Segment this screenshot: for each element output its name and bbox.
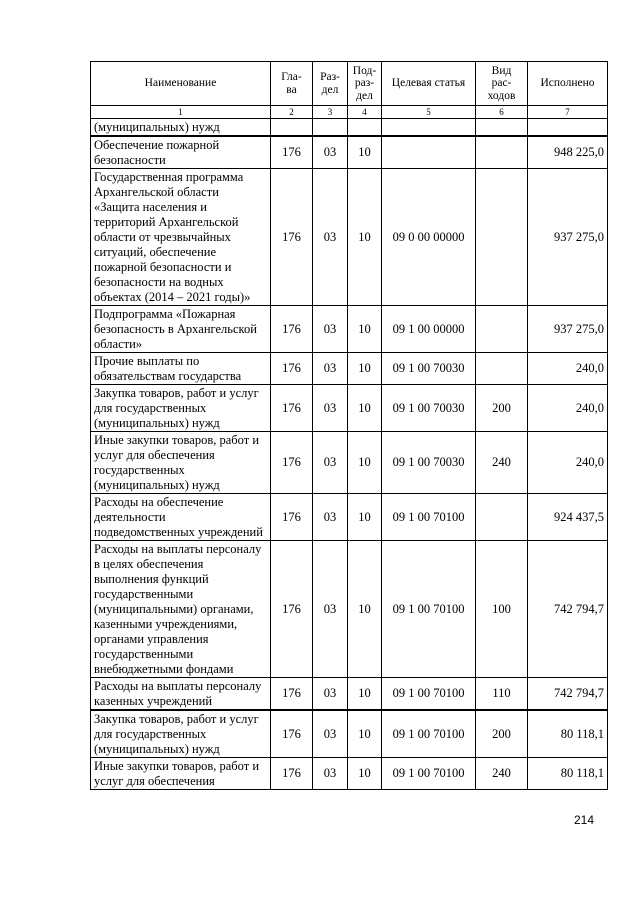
row-ispolneno: 742 794,7 xyxy=(528,541,608,678)
header-name: Наименование xyxy=(91,62,271,106)
column-number: 5 xyxy=(382,106,476,119)
row-vid xyxy=(476,136,528,169)
row-glava: 176 xyxy=(271,306,313,353)
row-name: Расходы на обеспечение деятельности подведомственных учреждений xyxy=(91,494,271,541)
row-glava: 176 xyxy=(271,385,313,432)
row-glava: 176 xyxy=(271,541,313,678)
row-ispolneno: 937 275,0 xyxy=(528,306,608,353)
row-statya: 09 1 00 70100 xyxy=(382,710,476,758)
row-ispolneno: 80 118,1 xyxy=(528,758,608,790)
row-name: (муниципальных) нужд xyxy=(91,119,271,137)
table-row xyxy=(91,678,608,711)
row-ispolneno: 80 118,1 xyxy=(528,710,608,758)
row-glava: 176 xyxy=(271,169,313,306)
page-number: 214 xyxy=(574,813,595,827)
header-razdel-label: Раз- дел xyxy=(320,71,340,96)
table-row xyxy=(91,353,608,385)
row-podrazdel xyxy=(348,119,382,137)
header-razdel xyxy=(313,62,348,106)
column-number: 1 xyxy=(91,106,271,119)
table-row xyxy=(91,306,608,353)
column-numbers-row xyxy=(91,106,608,119)
table-row xyxy=(91,136,608,169)
row-name: Расходы на выплаты персоналу казенных учреждений xyxy=(91,678,271,711)
row-ispolneno: 742 794,7 xyxy=(528,678,608,711)
row-vid xyxy=(476,494,528,541)
row-razdel: 03 xyxy=(313,541,348,678)
column-number: 7 xyxy=(528,106,608,119)
row-ispolneno: 924 437,5 xyxy=(528,494,608,541)
row-podrazdel: 10 xyxy=(348,710,382,758)
row-ispolneno: 948 225,0 xyxy=(528,136,608,169)
table-row xyxy=(91,432,608,494)
row-statya: 09 1 00 70100 xyxy=(382,494,476,541)
row-podrazdel: 10 xyxy=(348,306,382,353)
row-glava: 176 xyxy=(271,432,313,494)
header-glava-label: Гла- ва xyxy=(281,71,302,96)
header-ispolneno: Исполнено xyxy=(528,62,608,106)
row-podrazdel: 10 xyxy=(348,758,382,790)
header-podrazdel-label: Под- раз- дел xyxy=(352,64,377,102)
row-podrazdel: 10 xyxy=(348,494,382,541)
row-razdel xyxy=(313,119,348,137)
header-podrazdel xyxy=(348,62,382,106)
row-name: Государственная программа Архангельской области «Защита населения и территорий Архангельской области от чрезвычайных ситуаций, обеспечение пожарной безопасности и безопасности на водных объектах (2014 – 2021 годы)» xyxy=(91,169,271,306)
row-glava: 176 xyxy=(271,494,313,541)
row-vid: 100 xyxy=(476,541,528,678)
row-vid xyxy=(476,119,528,137)
row-glava: 176 xyxy=(271,136,313,169)
table-body xyxy=(91,119,608,790)
table-row xyxy=(91,758,608,790)
table-row xyxy=(91,119,608,137)
row-vid xyxy=(476,306,528,353)
row-vid xyxy=(476,353,528,385)
row-name: Прочие выплаты по обязательствам государства xyxy=(91,353,271,385)
row-glava: 176 xyxy=(271,710,313,758)
row-podrazdel: 10 xyxy=(348,169,382,306)
row-razdel: 03 xyxy=(313,710,348,758)
row-vid: 110 xyxy=(476,678,528,711)
row-statya: 09 1 00 00000 xyxy=(382,306,476,353)
row-name: Закупка товаров, работ и услуг для государственных (муниципальных) нужд xyxy=(91,710,271,758)
row-name: Подпрограмма «Пожарная безопасность в Архангельской области» xyxy=(91,306,271,353)
row-razdel: 03 xyxy=(313,353,348,385)
row-podrazdel: 10 xyxy=(348,353,382,385)
table-row xyxy=(91,710,608,758)
row-name: Обеспечение пожарной безопасности xyxy=(91,136,271,169)
column-number: 2 xyxy=(271,106,313,119)
table-row xyxy=(91,169,608,306)
row-name: Иные закупки товаров, работ и услуг для обеспечения xyxy=(91,758,271,790)
budget-table-container xyxy=(90,61,608,790)
row-podrazdel: 10 xyxy=(348,541,382,678)
row-ispolneno: 937 275,0 xyxy=(528,169,608,306)
row-razdel: 03 xyxy=(313,432,348,494)
table-row xyxy=(91,494,608,541)
row-ispolneno: 240,0 xyxy=(528,432,608,494)
row-podrazdel: 10 xyxy=(348,385,382,432)
row-ispolneno: 240,0 xyxy=(528,353,608,385)
row-statya xyxy=(382,119,476,137)
row-glava: 176 xyxy=(271,678,313,711)
row-razdel: 03 xyxy=(313,678,348,711)
column-number: 3 xyxy=(313,106,348,119)
row-statya: 09 1 00 70030 xyxy=(382,385,476,432)
row-statya: 09 0 00 00000 xyxy=(382,169,476,306)
table-row xyxy=(91,541,608,678)
row-glava xyxy=(271,119,313,137)
row-statya: 09 1 00 70100 xyxy=(382,541,476,678)
row-statya: 09 1 00 70100 xyxy=(382,758,476,790)
row-glava: 176 xyxy=(271,758,313,790)
row-vid xyxy=(476,169,528,306)
header-vid-label: Вид рас- ходов xyxy=(487,64,516,102)
row-vid: 200 xyxy=(476,710,528,758)
row-statya: 09 1 00 70100 xyxy=(382,678,476,711)
table-row xyxy=(91,385,608,432)
row-name: Иные закупки товаров, работ и услуг для обеспечения государственных (муниципальных) нужд xyxy=(91,432,271,494)
row-podrazdel: 10 xyxy=(348,136,382,169)
row-name: Закупка товаров, работ и услуг для государственных (муниципальных) нужд xyxy=(91,385,271,432)
row-razdel: 03 xyxy=(313,758,348,790)
row-razdel: 03 xyxy=(313,494,348,541)
column-number: 4 xyxy=(348,106,382,119)
row-razdel: 03 xyxy=(313,385,348,432)
row-razdel: 03 xyxy=(313,306,348,353)
row-razdel: 03 xyxy=(313,136,348,169)
header-glava xyxy=(271,62,313,106)
header-row xyxy=(91,62,608,106)
row-razdel: 03 xyxy=(313,169,348,306)
row-vid: 200 xyxy=(476,385,528,432)
header-vid xyxy=(476,62,528,106)
column-number: 6 xyxy=(476,106,528,119)
row-vid: 240 xyxy=(476,432,528,494)
row-ispolneno: 240,0 xyxy=(528,385,608,432)
row-ispolneno xyxy=(528,119,608,137)
header-statya: Целевая статья xyxy=(382,62,476,106)
budget-table xyxy=(90,61,608,790)
row-name: Расходы на выплаты персоналу в целях обеспечения выполнения функций государственными (муниципальными) органами, казенными учреждениями, органами управления государственными внебюджетными фондами xyxy=(91,541,271,678)
row-podrazdel: 10 xyxy=(348,678,382,711)
row-podrazdel: 10 xyxy=(348,432,382,494)
row-statya: 09 1 00 70030 xyxy=(382,353,476,385)
row-statya xyxy=(382,136,476,169)
row-vid: 240 xyxy=(476,758,528,790)
row-glava: 176 xyxy=(271,353,313,385)
row-statya: 09 1 00 70030 xyxy=(382,432,476,494)
